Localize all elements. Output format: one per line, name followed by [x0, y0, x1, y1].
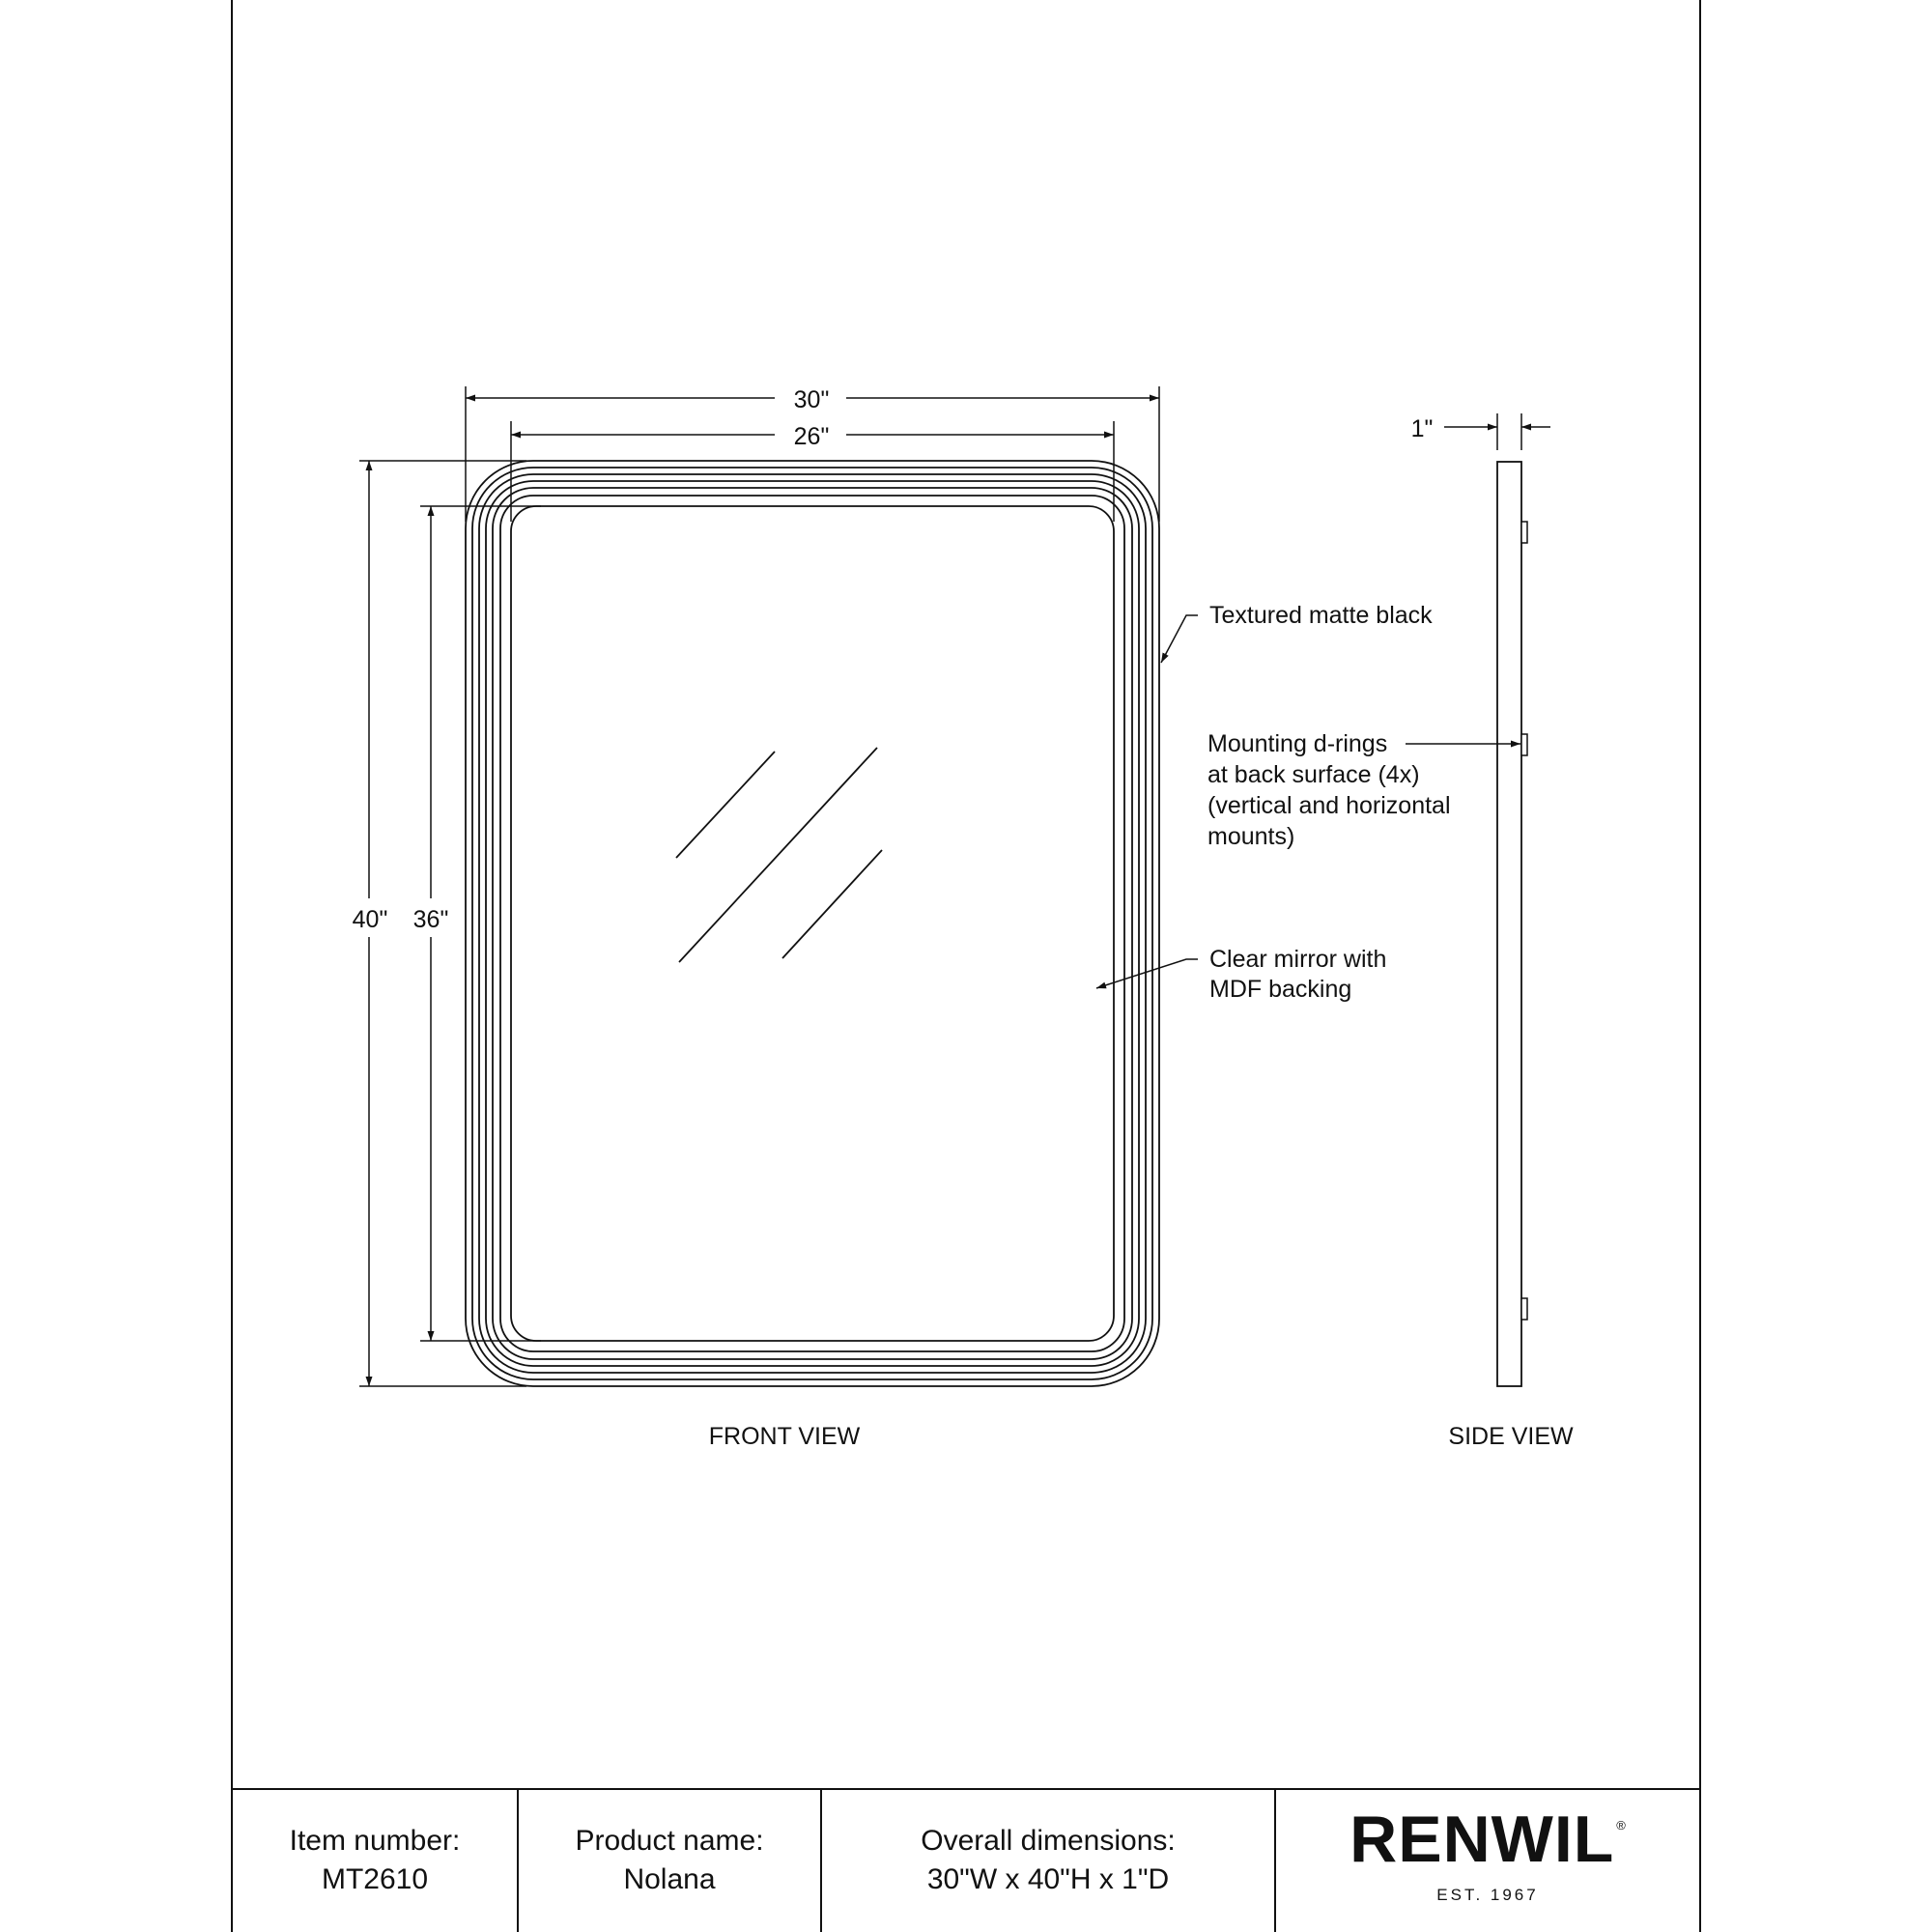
dim-depth	[1444, 413, 1550, 450]
item-number-cell	[232, 1789, 518, 1932]
dim-overall-height-label: 40"	[352, 906, 388, 933]
overall-dimensions-value: 30"W x 40"H x 1"D	[926, 1863, 1170, 1895]
dim-depth-label: 1"	[1410, 415, 1434, 442]
callout-mirror-leader	[1096, 959, 1198, 988]
item-number-value: MT2610	[321, 1863, 429, 1895]
mirror-glass-reflection	[676, 748, 882, 962]
side-view-label: SIDE VIEW	[1448, 1423, 1574, 1450]
overall-dimensions-label: Overall dimensions:	[921, 1825, 1176, 1857]
d-ring-bracket	[1521, 734, 1527, 755]
callout-mirror-line-1: Clear mirror with	[1209, 946, 1387, 973]
mirror-frame	[466, 461, 1159, 1386]
overall-dimensions-cell	[821, 1789, 1275, 1932]
product-name-value: Nolana	[623, 1863, 716, 1895]
callout-mirror-line-2: MDF backing	[1209, 976, 1352, 1003]
dim-mirror-width-label: 26"	[793, 423, 830, 450]
brand-name: RENWIL	[1350, 1803, 1615, 1876]
d-ring-bracket	[1521, 522, 1527, 543]
item-number-label: Item number:	[289, 1825, 461, 1857]
brand-logo	[1350, 1803, 1626, 1876]
d-ring-brackets	[1521, 522, 1527, 1320]
callout-finish-label: Textured matte black	[1209, 602, 1433, 629]
side-view-panel	[1497, 462, 1521, 1386]
brand-registered-mark: ®	[1616, 1818, 1626, 1833]
product-name-cell	[518, 1789, 821, 1932]
front-view-label: FRONT VIEW	[708, 1423, 861, 1450]
callout-mounting-line-1: Mounting d-rings	[1208, 730, 1388, 757]
product-name-label: Product name:	[575, 1825, 764, 1857]
callout-mounting-line-3: (vertical and horizontal	[1208, 792, 1451, 819]
dim-overall-width-label: 30"	[793, 386, 830, 413]
callout-finish-leader	[1161, 615, 1198, 663]
brand-est-year: EST. 1967	[1436, 1886, 1539, 1904]
dim-mirror-height-label: 36"	[412, 906, 449, 933]
callout-mounting-line-2: at back surface (4x)	[1208, 761, 1420, 788]
sheet-border	[232, 0, 1700, 1932]
d-ring-bracket	[1521, 1298, 1527, 1320]
brand-logo-cell	[1275, 1789, 1700, 1932]
callout-mounting-line-4: mounts)	[1208, 823, 1295, 850]
